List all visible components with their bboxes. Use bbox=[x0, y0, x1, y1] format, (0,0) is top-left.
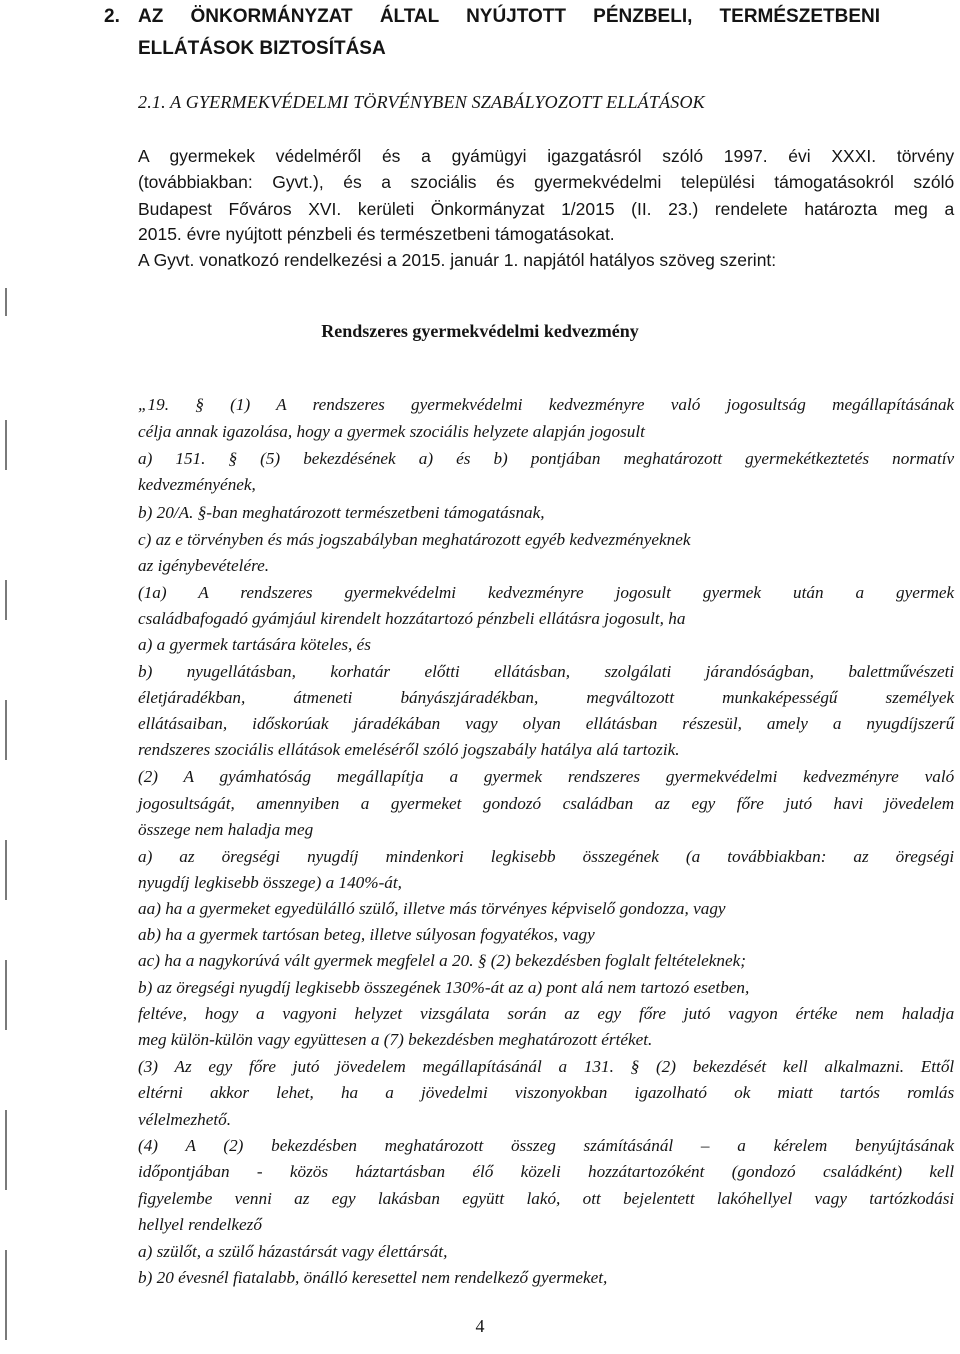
body-line: időpontjában - közös háztartásban élő közeli hozzátartozóként (gondozó családként) kell bbox=[138, 1162, 955, 1181]
body-line: b) 20 évesnél fiatalabb, önálló keresettel nem rendelkező gyermeket, bbox=[138, 1268, 608, 1287]
chapter-title-line-2: ELLÁTÁSOK BIZTOSÍTÁSA bbox=[138, 38, 386, 59]
body-line: a) szülőt, a szülő házastársát vagy élettársát, bbox=[138, 1242, 448, 1261]
body-line: a) 151. § (5) bekezdésének a) és b) pontjában meghatározott gyermekétkeztetés normatív bbox=[138, 449, 955, 468]
chapter-number: 2. bbox=[104, 6, 120, 27]
body-line: figyelembe venni az egy lakásban együtt lakó, ott bejelentett lakóhellyel vagy tartózkodási bbox=[138, 1189, 955, 1208]
body-line: kedvezményének, bbox=[138, 475, 256, 494]
body-line: „19. § (1) A rendszeres gyermekvédelmi kedvezményre való jogosultság megállapításának bbox=[138, 395, 955, 414]
body-line: célja annak igazolása, hogy a gyermek szociális helyzete alapján jogosult bbox=[138, 422, 645, 441]
body-line: a) a gyermek tartására köteles, és bbox=[138, 635, 371, 654]
body-line: hellyel rendelkező bbox=[138, 1215, 262, 1234]
body-line: nyugdíj legkisebb összege) a 140%-át, bbox=[138, 873, 402, 892]
body-line: jogosultságát, amennyiben a gyermeket gondozó családban az egy főre jutó havi jövedelem bbox=[138, 794, 955, 813]
body-line: ellátásaiban, időskorúak járadékában vagy olyan ellátásban részesül, amely a nyugdíjszerű bbox=[138, 714, 955, 733]
body-line: vélelmezhető. bbox=[138, 1110, 232, 1129]
body-line: a) az öregségi nyugdíj mindenkori legkisebb összegének (a továbbiakban: az öregségi bbox=[138, 847, 955, 866]
body-line: családbafogadó gyámjául kirendelt hozzátartozó pénzbeli ellátásra jogosult, ha bbox=[138, 609, 686, 628]
body-line: (3) Az egy főre jutó jövedelem megállapításánál a 131. § (2) bekezdését kell alkalmazni. Ettől bbox=[138, 1057, 955, 1076]
intro-line: A Gyvt. vonatkozó rendelkezési a 2015. január 1. napjától hatályos szöveg szerint: bbox=[138, 250, 777, 270]
body-line: (2) A gyámhatóság megállapítja a gyermek rendszeres gyermekvédelmi kedvezményre való bbox=[138, 767, 955, 786]
intro-line: (továbbiakban: Gyvt.), és a szociális és gyermekvédelmi települési támogatásokról szóló bbox=[138, 172, 955, 192]
section-title: Rendszeres gyermekvédelmi kedvezmény bbox=[321, 321, 639, 341]
body-line: meg külön-külön vagy együttesen a (7) bekezdésben meghatározott értéket. bbox=[138, 1030, 653, 1049]
intro-line: A gyermekek védelméről és a gyámügyi igazgatásról szóló 1997. évi XXXI. törvény bbox=[138, 146, 955, 166]
body-line: b) az öregségi nyugdíj legkisebb összegének 130%-át az a) pont alá nem tartozó esetben, bbox=[138, 978, 750, 997]
body-line: az igénybevételére. bbox=[138, 556, 270, 575]
page-number: 4 bbox=[475, 1316, 485, 1336]
body-line: (4) A (2) bekezdésben meghatározott összeg számításánál – a kérelem benyújtásának bbox=[138, 1136, 955, 1155]
body-line: c) az e törvényben és más jogszabályban meghatározott egyéb kedvezményeknek bbox=[138, 530, 691, 549]
chapter-title-line-1: AZ ÖNKORMÁNYZAT ÁLTAL NYÚJTOTT PÉNZBELI, TERMÉSZETBENI bbox=[138, 6, 880, 27]
body-line: b) nyugellátásban, korhatár előtti ellátásban, szolgálati járandóságban, balettművészeti bbox=[138, 662, 955, 681]
body-line: aa) ha a gyermeket egyedülálló szülő, illetve más törvényes képviselő gondozza, vagy bbox=[138, 899, 726, 918]
section-subheading: 2.1. A GYERMEKVÉDELMI TÖRVÉNYBEN SZABÁLYOZOTT ELLÁTÁSOK bbox=[138, 92, 705, 112]
body-line: ab) ha a gyermek tartósan beteg, illetve súlyosan fogyatékos, vagy bbox=[138, 925, 595, 944]
body-line: ac) ha a nagykorúvá vált gyermek megfelel a 20. § (2) bekezdésben foglalt feltételeknek; bbox=[138, 951, 747, 970]
intro-line: Budapest Főváros XVI. kerületi Önkormányzat 1/2015 (II. 23.) rendelete határozta meg a bbox=[138, 199, 955, 219]
body-line: b) 20/A. §-ban meghatározott természetbeni támogatásnak, bbox=[138, 503, 545, 522]
body-line: összege nem haladja meg bbox=[138, 820, 314, 839]
body-line: rendszeres szociális ellátások emeléséről szóló jogszabály hatálya alá tartozik. bbox=[138, 740, 680, 759]
body-line: eltérni akkor lehet, ha a jövedelmi viszonyokban igazolható ok miatt tartós romlás bbox=[138, 1083, 955, 1102]
body-line: feltéve, hogy a vagyoni helyzet vizsgálata során az egy főre jutó vagyon értéke nem haladja bbox=[138, 1004, 955, 1023]
intro-line: 2015. évre nyújtott pénzbeli és természetbeni támogatásokat. bbox=[138, 224, 615, 244]
body-line: (1a) A rendszeres gyermekvédelmi kedvezményre jogosult gyermek után a gyermek bbox=[138, 583, 955, 602]
body-line: életjáradékban, átmeneti bányászjáradékban, megváltozott munkaképességű személyek bbox=[138, 688, 955, 707]
